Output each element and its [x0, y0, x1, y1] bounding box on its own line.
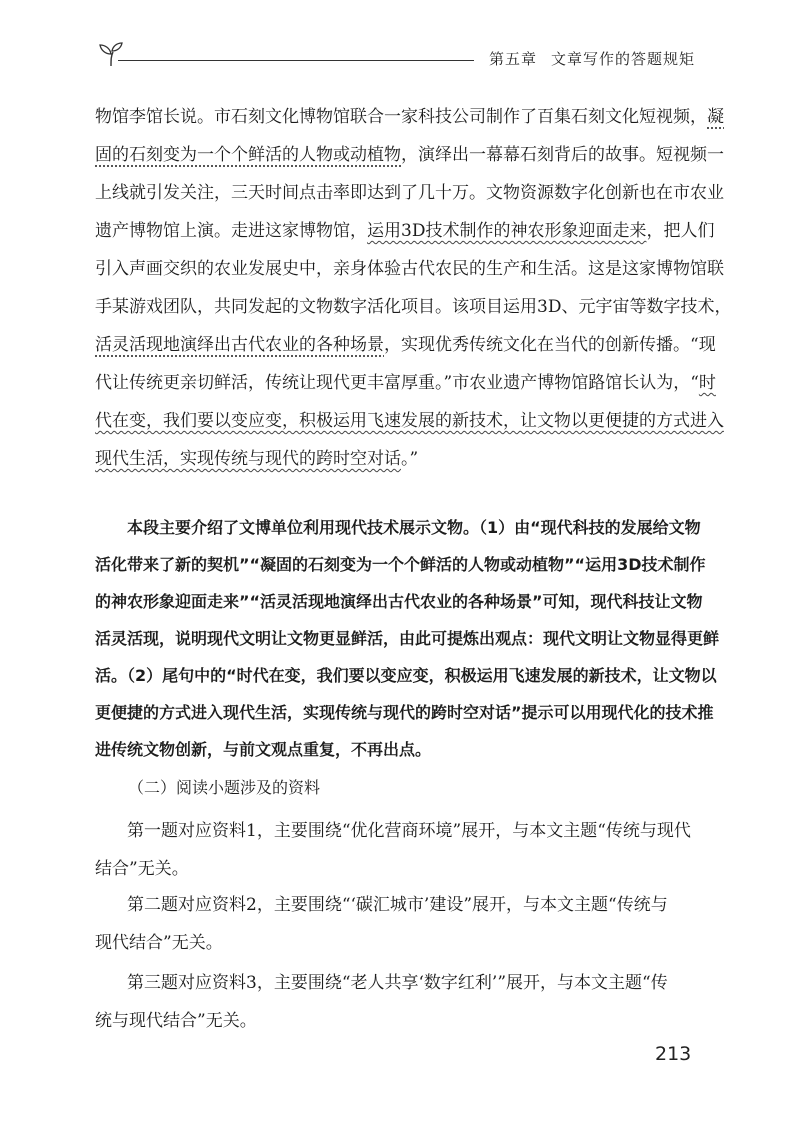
question-2-paragraph	[95, 886, 705, 962]
header-rule	[118, 60, 474, 61]
text-line: 本段主要介绍了文博单位利用现代技术展示文物。（1）由“现代科技的发展给文物	[127, 518, 701, 537]
question-3-paragraph	[95, 964, 705, 1040]
text-line: 手某游戏团队，共同发起的文物数字活化项目。该项目运用3D、元宇宙等数字技术，	[95, 297, 732, 317]
chapter-label: 第五章	[488, 50, 537, 68]
text-line: 活化带来了新的契机”“凝固的石刻变为一个个鲜活的人物或动植物”“运用3D技术制作	[95, 555, 706, 574]
text-line: 遗产博物馆上演。走进这家博物馆，运用3D技术制作的神农形象迎面走来，把人们	[95, 221, 715, 241]
text-line: 第一题对应资料1，主要围绕“优化营商环境”展开，与本文主题“传统与现代	[127, 821, 691, 841]
text-line: 引入声画交织的农业发展史中，亲身体验古代农民的生产和生活。这是这家博物馆联	[95, 259, 724, 279]
text-line: 统与现代结合”无关。	[95, 1011, 257, 1031]
text-line: 代在变，我们要以变应变，积极运用飞速发展的新技术，让文物以更便捷的方式进入	[95, 411, 724, 431]
text-line: 活灵活现地演绎出古代农业的各种场景，实现优秀传统文化在当代的创新传播。“现	[95, 335, 716, 355]
text-line: 活。（2）尾句中的“时代在变，我们要以变应变，积极运用飞速发展的新技术，让文物以	[95, 666, 717, 685]
text-line: 进传统文物创新，与前文观点重复，不再出点。	[95, 740, 432, 759]
running-header	[0, 30, 800, 70]
section-heading: （二）阅读小题涉及的资料	[128, 778, 321, 797]
text-line: 固的石刻变为一个个鲜活的人物或动植物，演绎出一幕幕石刻背后的故事。短视频一	[95, 145, 724, 165]
material-paragraph	[95, 98, 732, 478]
analysis-paragraph	[95, 509, 720, 768]
header-title	[489, 48, 695, 69]
text-line: 结合”无关。	[95, 859, 189, 879]
text-line: 更便捷的方式进入现代生活，实现传统与现代的跨时空对话”提示可以用现代化的技术推	[95, 703, 714, 722]
text-line: 现代生活，实现传统与现代的跨时空对话。”	[95, 449, 419, 469]
question-1-paragraph	[95, 812, 705, 888]
text-line: 活灵活现，说明现代文明让文物更显鲜活，由此可提炼出观点：现代文明让文物显得更鲜	[95, 629, 720, 648]
text-line: 代让传统更亲切鲜活，传统让现代更丰富厚重。”市农业遗产博物馆路馆长认为，“时	[95, 373, 716, 393]
page-number: 213	[655, 1043, 692, 1065]
text-line: 上线就引发关注，三天时间点击率即达到了几十万。文物资源数字化创新也在市农业	[95, 183, 724, 203]
sprout-icon	[97, 40, 125, 68]
text-line: 现代结合”无关。	[95, 933, 223, 953]
text-line: 的神农形象迎面走来”“活灵活现地演绎出古代农业的各种场景”可知，现代科技让文物	[95, 592, 703, 611]
chapter-title: 文章写作的答题规矩	[550, 50, 695, 68]
text-line: 第二题对应资料2，主要围绕“‘碳汇城市’建设”展开，与本文主题“传统与	[127, 895, 668, 915]
text-line: 物馆李馆长说。市石刻文化博物馆联合一家科技公司制作了百集石刻文化短视频，凝	[95, 107, 724, 127]
text-line: 第三题对应资料3，主要围绕“老人共享‘数字红利’”展开，与本文主题“传	[127, 973, 668, 993]
